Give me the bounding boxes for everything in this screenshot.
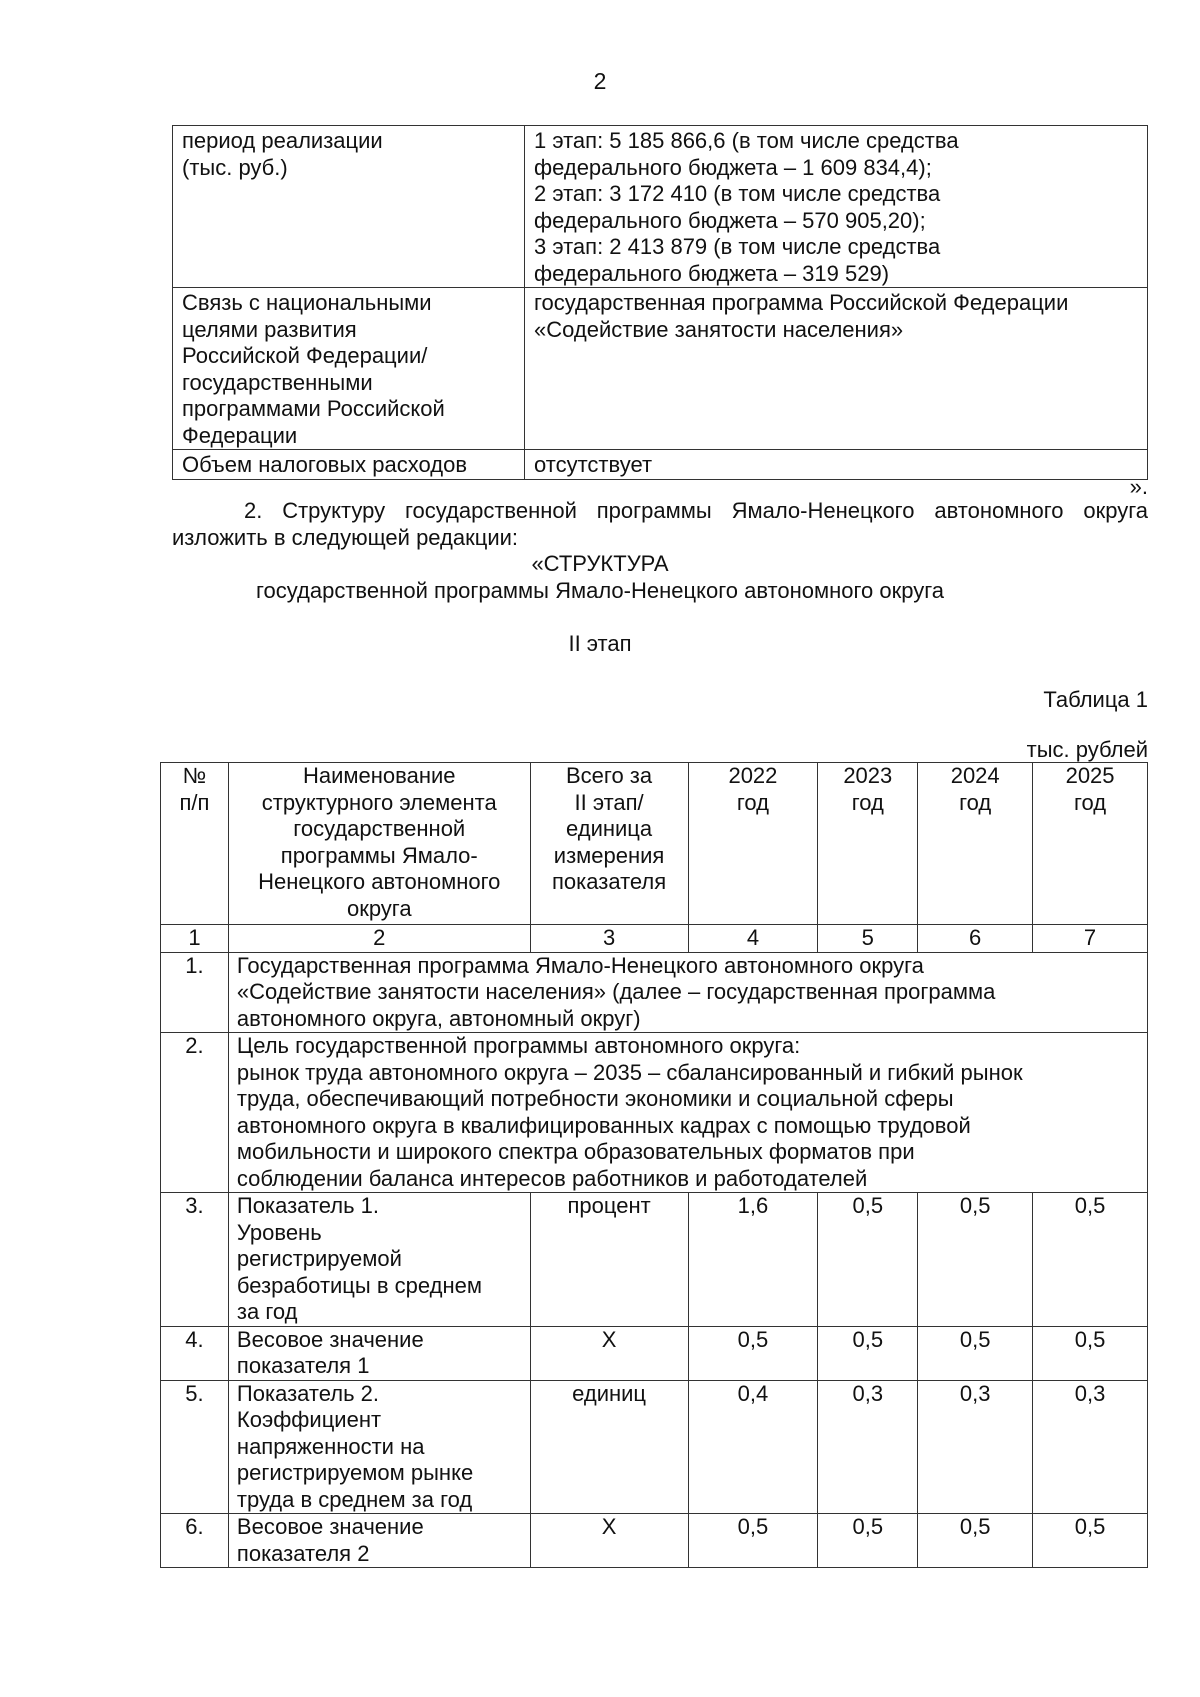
header-2023: 2023 год <box>818 763 918 925</box>
row-number: 2. <box>161 1033 229 1193</box>
header-2024: 2024 год <box>918 763 1033 925</box>
column-number: 2 <box>228 925 530 953</box>
passport-row-tax <box>173 450 1148 480</box>
indicator-unit: единиц <box>530 1380 688 1514</box>
column-number: 7 <box>1033 925 1148 953</box>
closing-quote: ». <box>1129 474 1148 499</box>
units-label: тыс. рублей <box>1026 737 1148 762</box>
value-2022: 0,5 <box>688 1514 818 1568</box>
column-number: 5 <box>818 925 918 953</box>
value-2025: 0,5 <box>1033 1514 1148 1568</box>
row-number: 1. <box>161 952 229 1033</box>
table-row <box>161 1033 1148 1193</box>
indicator-unit: Х <box>530 1514 688 1568</box>
table-row <box>161 1380 1148 1514</box>
passport-label: период реализации (тыс. руб.) <box>173 126 525 288</box>
page-number: 2 <box>593 68 607 94</box>
column-number-row <box>161 925 1148 953</box>
value-2023: 0,5 <box>818 1514 918 1568</box>
row-number: 6. <box>161 1514 229 1568</box>
header-name: Наименование структурного элемента государственной программы Ямало- Ненецкого автономного округа <box>228 763 530 925</box>
header-2022: 2022 год <box>688 763 818 925</box>
structure-subtitle: государственной программы Ямало-Ненецкого автономного округа <box>255 578 944 603</box>
indicator-unit: Х <box>530 1326 688 1380</box>
passport-table <box>172 125 1148 480</box>
value-2025: 0,5 <box>1033 1326 1148 1380</box>
value-2024: 0,3 <box>918 1380 1033 1514</box>
header-total: Всего за II этап/ единица измерения показателя <box>530 763 688 925</box>
value-2025: 0,3 <box>1033 1380 1148 1514</box>
passport-value: отсутствует <box>525 450 1148 480</box>
row-number: 3. <box>161 1193 229 1327</box>
column-number: 3 <box>530 925 688 953</box>
passport-label: Объем налоговых расходов <box>173 450 525 480</box>
table-row <box>161 1326 1148 1380</box>
program-goal-cell: Цель государственной программы автономного округа: рынок труда автономного округа – 2035 – сбалансированный и гибкий рынок труда, обеспечивающий потребности экономики и социальной сферы автономного округа в квалифицированных кадрах с помощью трудовой мобильности и широкого спектра образовательных форматов при соблюдении баланса интересов работников и работодателей <box>228 1033 1147 1193</box>
passport-value: государственная программа Российской Федерации «Содействие занятости населения» <box>525 288 1148 450</box>
passport-label: Связь с национальными целями развития Российской Федерации/ государственными программами Российской Федерации <box>173 288 525 450</box>
amendment-paragraph: 2. Структуру государственной программы Ямало-Ненецкого автономного округа изложить в следующей редакции: <box>172 498 1148 550</box>
indicator-name: Весовое значение показателя 1 <box>228 1326 530 1380</box>
value-2024: 0,5 <box>918 1326 1033 1380</box>
column-number: 1 <box>161 925 229 953</box>
passport-value: 1 этап: 5 185 866,6 (в том числе средства федерального бюджета – 1 609 834,4); 2 этап: 3 172 410 (в том числе средства федерального бюджета – 570 905,20); 3 этап: 2 413 879 (в том числе средства федерального бюджета – 319 529) <box>525 126 1148 288</box>
row-number: 4. <box>161 1326 229 1380</box>
table-row <box>161 952 1148 1033</box>
header-2025: 2025 год <box>1033 763 1148 925</box>
indicator-name: Весовое значение показателя 2 <box>228 1514 530 1568</box>
indicator-name: Показатель 2. Коэффициент напряженности на регистрируемом рынке труда в среднем за год <box>228 1380 530 1514</box>
value-2024: 0,5 <box>918 1193 1033 1327</box>
program-title-cell: Государственная программа Ямало-Ненецкого автономного округа «Содействие занятости населения» (далее – государственная программа автономного округа, автономный округ) <box>228 952 1147 1033</box>
table-row <box>161 1514 1148 1568</box>
value-2023: 0,5 <box>818 1326 918 1380</box>
header-num: № п/п <box>161 763 229 925</box>
indicator-name: Показатель 1. Уровень регистрируемой безработицы в среднем за год <box>228 1193 530 1327</box>
structure-table <box>160 762 1148 1568</box>
structure-title: «СТРУКТУРА <box>531 551 669 576</box>
passport-row-period <box>173 126 1148 288</box>
value-2022: 0,4 <box>688 1380 818 1514</box>
header-row <box>161 763 1148 925</box>
indicator-unit: процент <box>530 1193 688 1327</box>
value-2022: 1,6 <box>688 1193 818 1327</box>
table-label: Таблица 1 <box>1043 687 1148 712</box>
row-number: 5. <box>161 1380 229 1514</box>
stage-label: II этап <box>568 631 632 656</box>
column-number: 4 <box>688 925 818 953</box>
value-2023: 0,5 <box>818 1193 918 1327</box>
table-row <box>161 1193 1148 1327</box>
value-2022: 0,5 <box>688 1326 818 1380</box>
value-2023: 0,3 <box>818 1380 918 1514</box>
passport-row-links <box>173 288 1148 450</box>
value-2024: 0,5 <box>918 1514 1033 1568</box>
column-number: 6 <box>918 925 1033 953</box>
value-2025: 0,5 <box>1033 1193 1148 1327</box>
